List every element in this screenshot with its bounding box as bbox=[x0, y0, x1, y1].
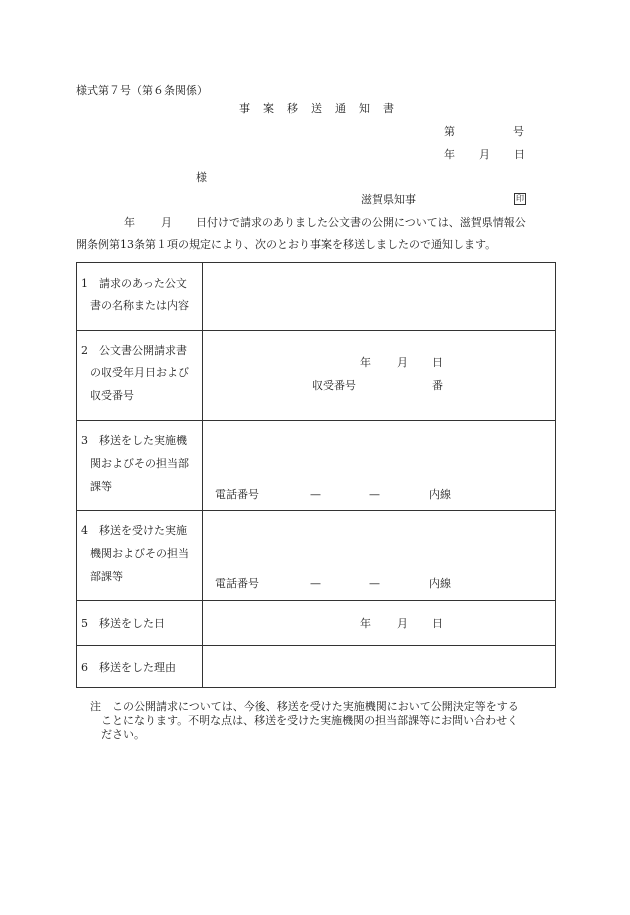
row4-label-line1: 4 移送を受けた実施 bbox=[81, 524, 187, 537]
row6-label: 6 移送をした理由 bbox=[81, 661, 176, 674]
row2-receipt-label: 収受番号 bbox=[312, 379, 356, 392]
row-divider bbox=[77, 330, 555, 331]
row3-label-line2: 関およびその担当部 bbox=[90, 457, 189, 470]
row4-label-line3: 部課等 bbox=[90, 570, 123, 583]
row-divider bbox=[77, 645, 555, 646]
addressee-suffix: 様 bbox=[196, 171, 207, 184]
date-month: 月 bbox=[479, 148, 490, 161]
row2-year: 年 bbox=[360, 356, 371, 369]
intro-month: 月 bbox=[161, 216, 172, 229]
row4-phone-dash1: — bbox=[310, 577, 321, 590]
row2-day: 日 bbox=[432, 356, 443, 369]
row3-phone-dash1: — bbox=[310, 488, 321, 501]
document-title: 事 案 移 送 通 知 書 bbox=[239, 102, 395, 115]
date-year: 年 bbox=[444, 148, 455, 161]
footnote bbox=[90, 700, 560, 742]
form-number: 様式第７号（第６条関係） bbox=[76, 84, 208, 97]
row3-label-line1: 3 移送をした実施機 bbox=[81, 434, 187, 447]
row3-phone-ext: 内線 bbox=[429, 488, 451, 501]
table-column-divider bbox=[202, 263, 203, 687]
row2-receipt-unit: 番 bbox=[432, 379, 443, 392]
transfer-details-table bbox=[76, 262, 556, 688]
footnote-line3: ださい。 bbox=[101, 728, 145, 741]
row4-phone-dash2: — bbox=[369, 577, 380, 590]
row-divider bbox=[77, 510, 555, 511]
row2-month: 月 bbox=[397, 356, 408, 369]
row3-phone-label: 電話番号 bbox=[215, 488, 259, 501]
row2-label-line3: 収受番号 bbox=[90, 389, 134, 402]
sender-name: 滋賀県知事 bbox=[361, 193, 416, 206]
footnote-line2: ことになります。不明な点は、移送を受けた実施機関の担当部課等にお問い合わせく bbox=[101, 714, 519, 727]
row4-label-line2: 機関およびその担当 bbox=[90, 547, 189, 560]
row1-label-line1: 1 請求のあった公文 bbox=[81, 277, 187, 290]
intro-year: 年 bbox=[124, 216, 135, 229]
row-divider bbox=[77, 420, 555, 421]
doc-number-suffix: 号 bbox=[513, 125, 524, 138]
row5-day: 日 bbox=[432, 617, 443, 630]
intro-line2: 開条例第13条第１項の規定により、次のとおり事案を移送しましたので通知します。 bbox=[76, 238, 497, 251]
intro-line1: 日付けで請求のありました公文書の公開については、滋賀県情報公 bbox=[196, 216, 526, 229]
row3-label-line3: 課等 bbox=[90, 480, 112, 493]
date-day: 日 bbox=[514, 148, 525, 161]
row5-year: 年 bbox=[360, 617, 371, 630]
row-divider bbox=[77, 600, 555, 601]
row4-phone-ext: 内線 bbox=[429, 577, 451, 590]
row1-label-line2: 書の名称または内容 bbox=[90, 299, 189, 312]
footnote-line1: 注 この公開請求については、今後、移送を受けた実施機関において公開決定等をする bbox=[90, 700, 519, 713]
row3-phone-dash2: — bbox=[369, 488, 380, 501]
doc-number-prefix: 第 bbox=[444, 125, 455, 138]
row5-month: 月 bbox=[397, 617, 408, 630]
row2-label-line2: の収受年月日および bbox=[90, 366, 189, 379]
seal-mark: 印 bbox=[516, 194, 524, 203]
row4-phone-label: 電話番号 bbox=[215, 577, 259, 590]
row2-label-line1: 2 公文書公開請求書 bbox=[81, 344, 187, 357]
row5-label: 5 移送をした日 bbox=[81, 617, 165, 630]
